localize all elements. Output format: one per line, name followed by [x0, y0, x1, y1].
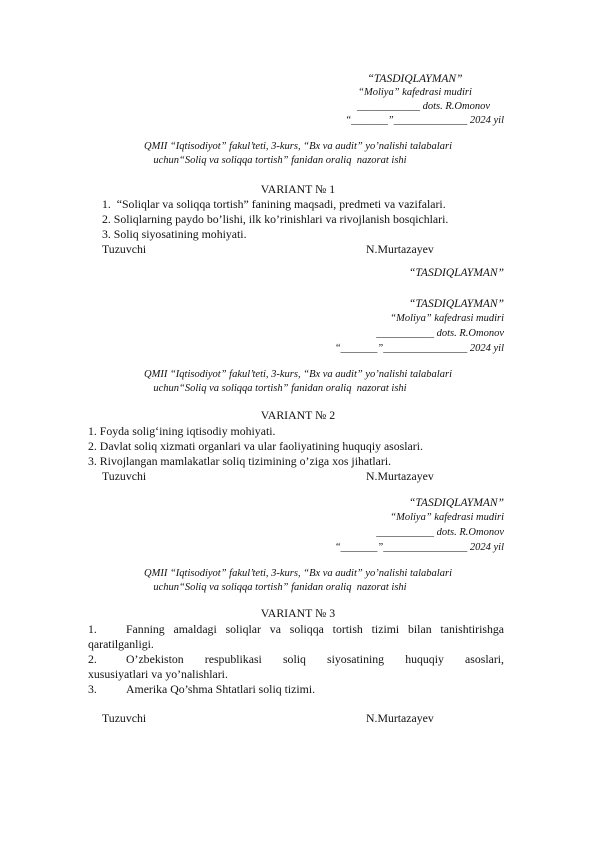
- approval-signer: ___________ dots. R.Omonov: [376, 328, 504, 339]
- approval-signer: ___________ dots. R.Omonov: [376, 527, 504, 538]
- question-item: 3. Soliq siyosatining mohiyati.: [102, 227, 247, 241]
- variant-title: VARIANT № 3: [260, 606, 336, 620]
- exam-header-line1: QMII “Iqtisodiyot” fakul’teti, 3-kurs, “Bx va audit” yo’nalishi talabalari: [144, 369, 452, 380]
- approval-date: “_______”______________ 2024 yil: [345, 115, 504, 126]
- question-item: 3. Rivojlangan mamlakatlar soliq tizimining o’ziga xos jihatlari.: [88, 454, 392, 468]
- approval-dept: “Moliya” kafedrasi mudiri: [390, 313, 504, 324]
- approval-date: “_______”________________ 2024 yil: [334, 542, 504, 553]
- question-item: 2. Soliqlarning paydo bo’lishi, ilk ko’rinishlari va rivojlanish bosqichlari.: [102, 212, 449, 226]
- question-text: O’zbekiston respublikasi soliq siyosatining huquqiy asoslari,: [126, 652, 504, 666]
- compiler-name: N.Murtazayev: [366, 242, 434, 256]
- question-continuation: qaratilganligi.: [88, 637, 154, 651]
- approval-title: “TASDIQLAYMAN”: [408, 497, 504, 509]
- compiler-label: Tuzuvchi: [102, 242, 147, 256]
- question-number: 3.: [88, 682, 97, 696]
- question-item: 2. Davlat soliq xizmati organlari va ular faoliyatining huquqiy asoslari.: [88, 439, 423, 453]
- question-item: [88, 682, 315, 697]
- approval-date: “_______”________________ 2024 yil: [334, 343, 504, 354]
- approval-dept: “Moliya” kafedrasi mudiri: [390, 512, 504, 523]
- question-item: 1. Foyda solig‘ining iqtisodiy mohiyati.: [88, 424, 276, 438]
- approval-dept: “Moliya” kafedrasi mudiri: [358, 87, 472, 98]
- question-number: 1.: [88, 622, 97, 636]
- question-continuation: xususiyatlari va yo’nalishlari.: [88, 667, 228, 681]
- question-item: 1. “Soliqlar va soliqqa tortish” fanining maqsadi, predmeti va vazifalari.: [102, 197, 446, 211]
- question-text: Fanning amaldagi soliqlar va soliqqa tortish tizimi bilan tanishtirishga: [126, 622, 504, 636]
- exam-header-line1: QMII “Iqtisodiyot” fakul’teti, 3-kurs, “Bx va audit” yo’nalishi talabalari: [144, 568, 452, 579]
- approval-title: “TASDIQLAYMAN”: [408, 267, 504, 279]
- variant-title: VARIANT № 2: [260, 408, 336, 422]
- exam-header-line2: uchun“Soliq va soliqqa tortish” fanidan oraliq nazorat ishi: [153, 582, 407, 593]
- compiler-name: N.Murtazayev: [366, 469, 434, 483]
- question-item: [88, 652, 504, 667]
- compiler-name: N.Murtazayev: [366, 711, 434, 725]
- compiler-label: Tuzuvchi: [102, 469, 147, 483]
- question-text: Amerika Qo’shma Shtatlari soliq tizimi.: [126, 682, 316, 696]
- compiler-label: Tuzuvchi: [102, 711, 147, 725]
- exam-header-line2: uchun“Soliq va soliqqa tortish” fanidan oraliq nazorat ishi: [153, 383, 407, 394]
- approval-title: “TASDIQLAYMAN”: [367, 73, 463, 85]
- approval-title: “TASDIQLAYMAN”: [408, 298, 504, 310]
- approval-signer: ____________ dots. R.Omonov: [357, 101, 490, 112]
- question-number: 2.: [88, 652, 97, 666]
- variant-title: VARIANT № 1: [260, 182, 336, 196]
- exam-header-line1: QMII “Iqtisodiyot” fakul’teti, 3-kurs, “Bx va audit” yo’nalishi talabalari: [144, 141, 452, 152]
- exam-header-line2: uchun“Soliq va soliqqa tortish” fanidan oraliq nazorat ishi: [153, 155, 407, 166]
- question-item: [88, 622, 504, 637]
